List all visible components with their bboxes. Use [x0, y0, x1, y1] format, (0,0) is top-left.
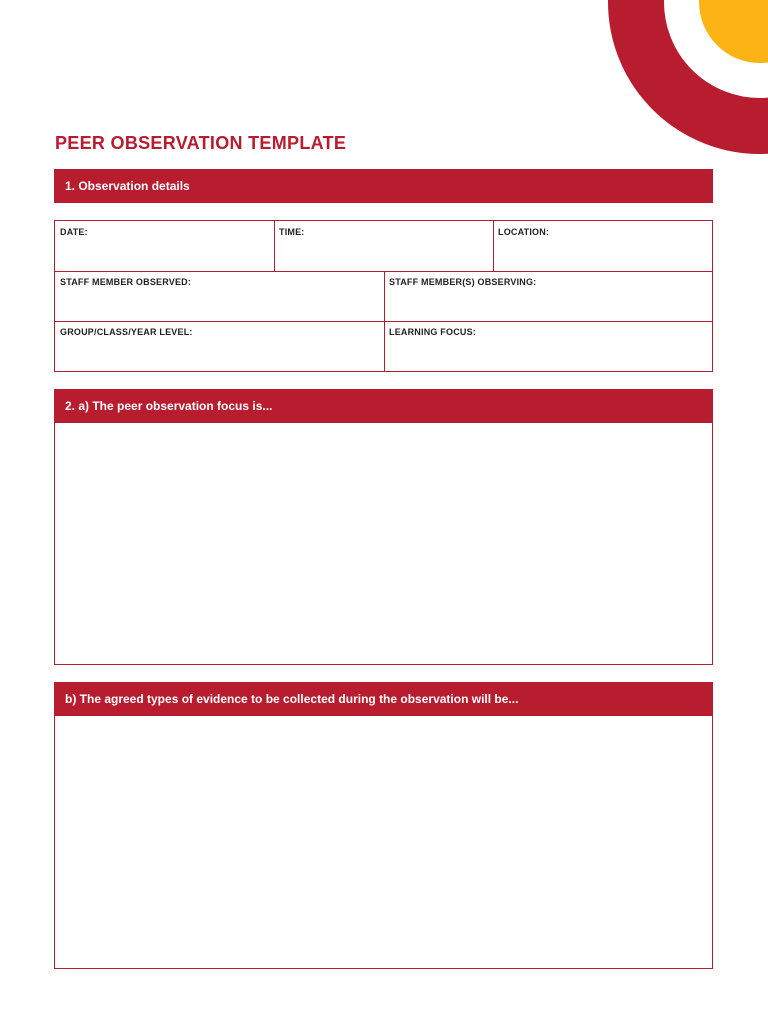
location-label: LOCATION:: [498, 227, 550, 237]
observation-focus-input[interactable]: [54, 423, 713, 665]
staff-observed-label: STAFF MEMBER OBSERVED:: [60, 277, 192, 287]
group-label: GROUP/CLASS/YEAR LEVEL:: [60, 327, 193, 337]
date-label: DATE:: [60, 227, 88, 237]
staff-observing-label: STAFF MEMBER(S) OBSERVING:: [389, 277, 537, 287]
learning-focus-field[interactable]: [384, 321, 712, 371]
staff-observing-field[interactable]: [384, 271, 712, 321]
section-1-header: 1. Observation details: [54, 169, 713, 203]
observation-details-table: [54, 220, 713, 372]
staff-observed-field[interactable]: [55, 271, 384, 321]
page-title: PEER OBSERVATION TEMPLATE: [55, 133, 347, 153]
location-field[interactable]: [493, 221, 712, 271]
group-field[interactable]: [55, 321, 384, 371]
yellow-dot-icon: [699, 0, 768, 63]
time-label: TIME:: [279, 227, 305, 237]
evidence-types-input[interactable]: [54, 716, 713, 969]
time-field[interactable]: [274, 221, 493, 271]
red-ring-icon: [636, 0, 768, 126]
date-field[interactable]: [55, 221, 274, 271]
learning-focus-label: LEARNING FOCUS:: [389, 327, 476, 337]
section-2a-header: 2. a) The peer observation focus is...: [54, 389, 713, 423]
section-2b-header: b) The agreed types of evidence to be collected during the observation will be...: [54, 682, 713, 716]
